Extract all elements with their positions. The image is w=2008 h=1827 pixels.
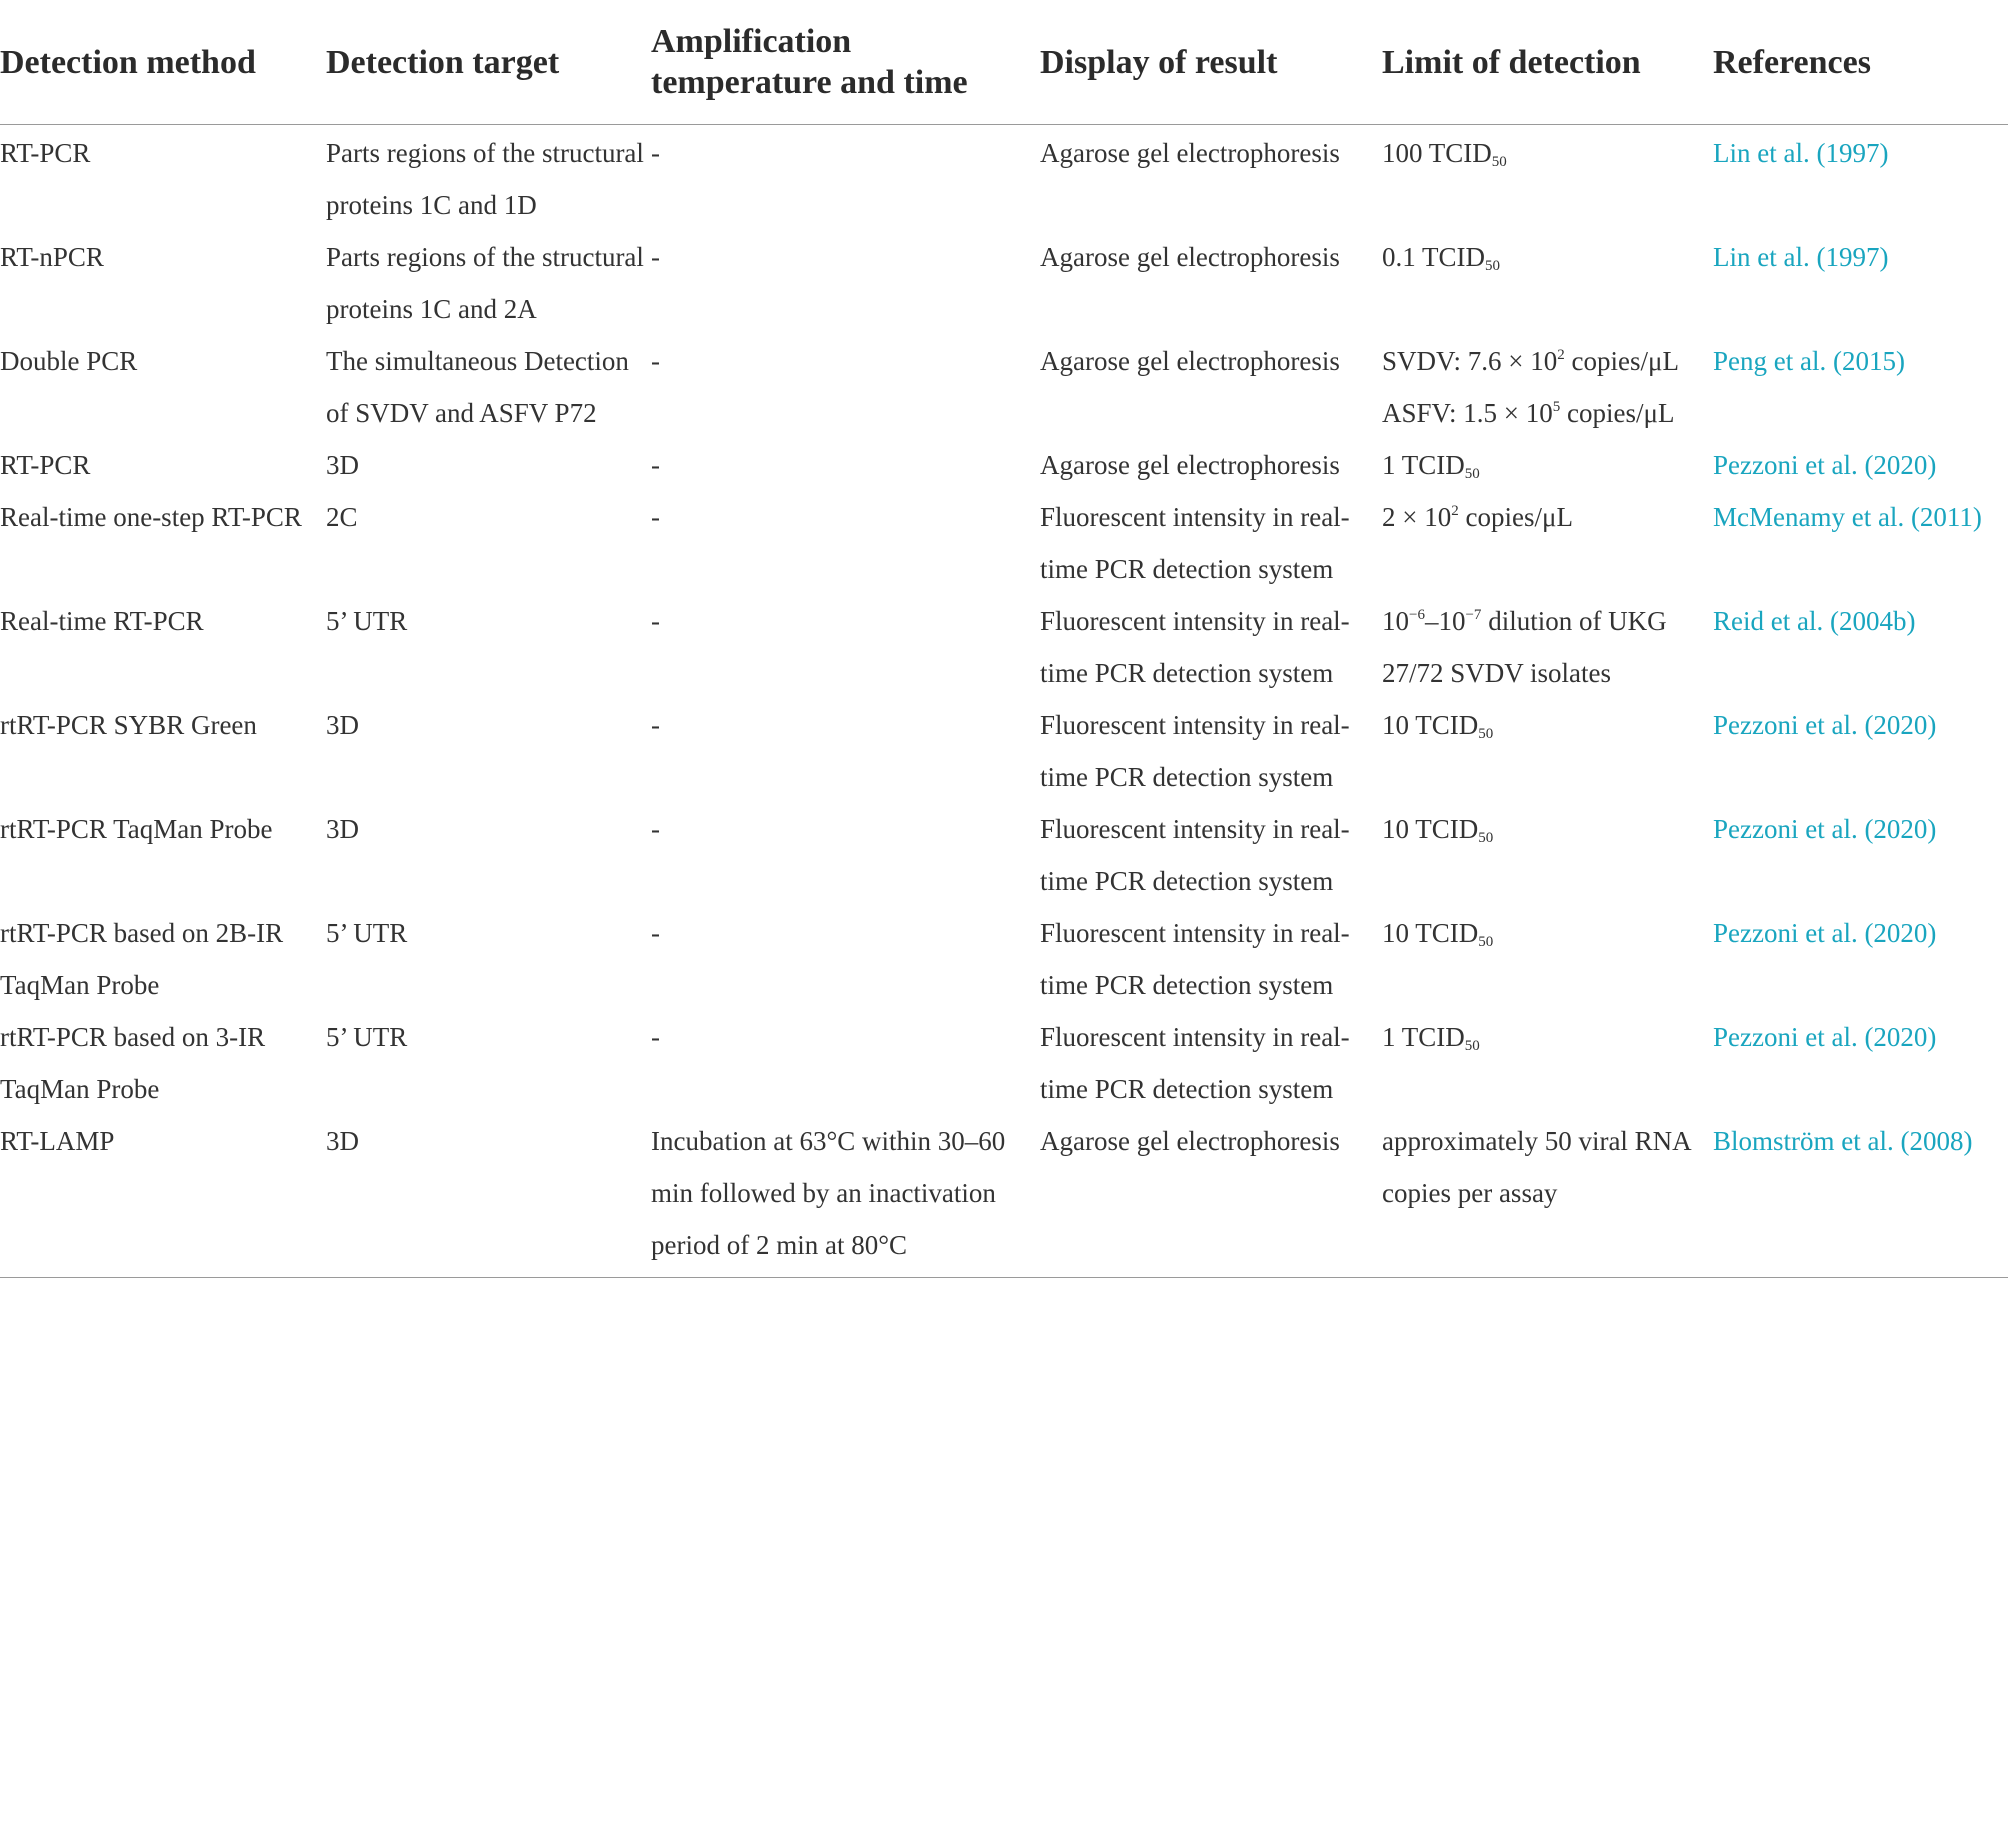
header-references: References — [1713, 0, 2008, 125]
header-amplification: Amplification temperature and time — [651, 0, 1040, 125]
cell-amplification: - — [651, 1022, 660, 1052]
cell-target: 3D — [326, 710, 359, 740]
header-detection-target: Detection target — [326, 0, 651, 125]
reference-link[interactable]: Reid et al. (2004b) — [1713, 606, 1916, 636]
header-detection-method: Detection method — [0, 0, 326, 125]
table-row — [0, 595, 2008, 699]
cell-display: Agarose gel electrophoresis — [1040, 1115, 1382, 1278]
cell-target: 3D — [326, 814, 359, 844]
cell-display: Fluorescent intensity in real-time PCR detection system — [1040, 1022, 1350, 1104]
cell-method: Real-time RT-PCR — [0, 606, 204, 636]
cell-display: Fluorescent intensity in real-time PCR detection system — [1040, 918, 1350, 1000]
cell-limit: $2 \times 10^2$ copies/μL — [1382, 502, 1573, 532]
reference-link[interactable]: Peng et al. (2015) — [1713, 346, 1905, 376]
cell-limit: 1 $TCID_{50}$ — [1382, 1022, 1480, 1054]
cell-method: RT-nPCR — [0, 242, 104, 272]
cell-reference — [1713, 439, 2008, 491]
cell-reference — [1713, 595, 2008, 699]
cell-target: Parts regions of the structural proteins 1C and 2A — [326, 242, 644, 324]
cell-target: 3D — [326, 1115, 651, 1278]
table-row — [0, 231, 2008, 335]
cell-method: rtRT-PCR based on 2B-IR TaqMan Probe — [0, 918, 284, 1000]
cell-display: Agarose gel electrophoresis — [1040, 450, 1340, 480]
table-row — [0, 907, 2008, 1011]
table-row — [0, 125, 2008, 232]
cell-display: Fluorescent intensity in real-time PCR detection system — [1040, 814, 1350, 896]
cell-reference — [1713, 125, 2008, 232]
cell-limit: 10 $TCID_{50}$ — [1382, 814, 1494, 846]
reference-link[interactable]: Pezzoni et al. (2020) — [1713, 918, 1937, 948]
cell-reference — [1713, 803, 2008, 907]
cell-method: rtRT-PCR SYBR Green — [0, 710, 257, 740]
cell-method: Double PCR — [0, 346, 138, 376]
header-display-of-result: Display of result — [1040, 0, 1382, 125]
cell-limit: 10 $TCID_{50}$ — [1382, 710, 1494, 742]
cell-amplification: Incubation at 63°C within 30–60 min followed by an inactivation period of 2 min at 80°C — [651, 1115, 1040, 1278]
cell-display: Agarose gel electrophoresis — [1040, 242, 1340, 272]
reference-link[interactable]: Lin et al. (1997) — [1713, 242, 1889, 272]
cell-display: Fluorescent intensity in real-time PCR detection system — [1040, 606, 1350, 688]
cell-target: 5’ UTR — [326, 606, 408, 636]
cell-amplification: - — [651, 242, 660, 272]
cell-reference — [1713, 491, 2008, 595]
cell-limit: 10 $TCID_{50}$ — [1382, 918, 1494, 950]
cell-reference — [1713, 335, 2008, 439]
reference-link[interactable]: Pezzoni et al. (2020) — [1713, 1022, 1937, 1052]
table-row — [0, 439, 2008, 491]
cell-method: RT-LAMP — [0, 1115, 326, 1278]
cell-target: Parts regions of the structural proteins 1C and 1D — [326, 138, 644, 220]
cell-amplification: - — [651, 346, 660, 376]
cell-target: 3D — [326, 450, 359, 480]
cell-amplification: - — [651, 918, 660, 948]
cell-limit: 1 $TCID_{50}$ — [1382, 450, 1480, 482]
cell-target: 5’ UTR — [326, 918, 408, 948]
cell-reference — [1713, 699, 2008, 803]
table-row — [0, 335, 2008, 439]
cell-target: 5’ UTR — [326, 1022, 408, 1052]
cell-reference — [1713, 907, 2008, 1011]
cell-reference — [1713, 231, 2008, 335]
cell-reference — [1713, 1011, 2008, 1115]
cell-limit: 0.1 $TCID_{50}$ — [1382, 242, 1501, 274]
reference-link[interactable]: Pezzoni et al. (2020) — [1713, 710, 1937, 740]
reference-link[interactable]: Lin et al. (1997) — [1713, 138, 1889, 168]
cell-display: Agarose gel electrophoresis — [1040, 346, 1340, 376]
cell-amplification: - — [651, 710, 660, 740]
cell-limit — [1382, 335, 1713, 439]
limit-line-svdv: SVDV: $7.6 \times 10^2$ copies/μL — [1382, 346, 1679, 376]
cell-method: RT-PCR — [0, 450, 91, 480]
table-row — [0, 1115, 2008, 1278]
cell-display: Fluorescent intensity in real-time PCR detection system — [1040, 502, 1350, 584]
cell-limit: $10^{-6}-10^{-7}$ dilution of UKG 27/72 SVDV isolates — [1382, 606, 1667, 688]
cell-amplification: - — [651, 450, 660, 480]
table-row — [0, 491, 2008, 595]
table-body — [0, 125, 2008, 1278]
header-limit-of-detection: Limit of detection — [1382, 0, 1713, 125]
cell-amplification: - — [651, 814, 660, 844]
cell-method: rtRT-PCR based on 3-IR TaqMan Probe — [0, 1022, 266, 1104]
table-row — [0, 1011, 2008, 1115]
table-row — [0, 699, 2008, 803]
cell-target: 2C — [326, 502, 358, 532]
limit-line-asfv: ASFV: $1.5 \times 10^5$ copies/μL — [1382, 398, 1675, 428]
cell-amplification: - — [651, 138, 660, 168]
cell-limit: 100 $TCID_{50}$ — [1382, 138, 1507, 170]
table-row — [0, 803, 2008, 907]
reference-link[interactable]: Blomström et al. (2008) — [1713, 1126, 1973, 1156]
header-row — [0, 0, 2008, 125]
cell-target: The simultaneous Detection of SVDV and ASFV P72 — [326, 346, 629, 428]
reference-link[interactable]: McMenamy et al. (2011) — [1713, 502, 1982, 532]
cell-method: RT-PCR — [0, 138, 91, 168]
reference-link[interactable]: Pezzoni et al. (2020) — [1713, 814, 1937, 844]
cell-display: Fluorescent intensity in real-time PCR detection system — [1040, 710, 1350, 792]
cell-amplification: - — [651, 606, 660, 636]
cell-method: rtRT-PCR TaqMan Probe — [0, 814, 273, 844]
cell-limit: approximately 50 viral RNA copies per assay — [1382, 1115, 1713, 1278]
cell-amplification: - — [651, 502, 660, 532]
cell-display: Agarose gel electrophoresis — [1040, 138, 1340, 168]
reference-link[interactable]: Pezzoni et al. (2020) — [1713, 450, 1937, 480]
cell-reference — [1713, 1115, 2008, 1278]
cell-method: Real-time one-step RT-PCR — [0, 502, 302, 532]
table-header — [0, 0, 2008, 125]
